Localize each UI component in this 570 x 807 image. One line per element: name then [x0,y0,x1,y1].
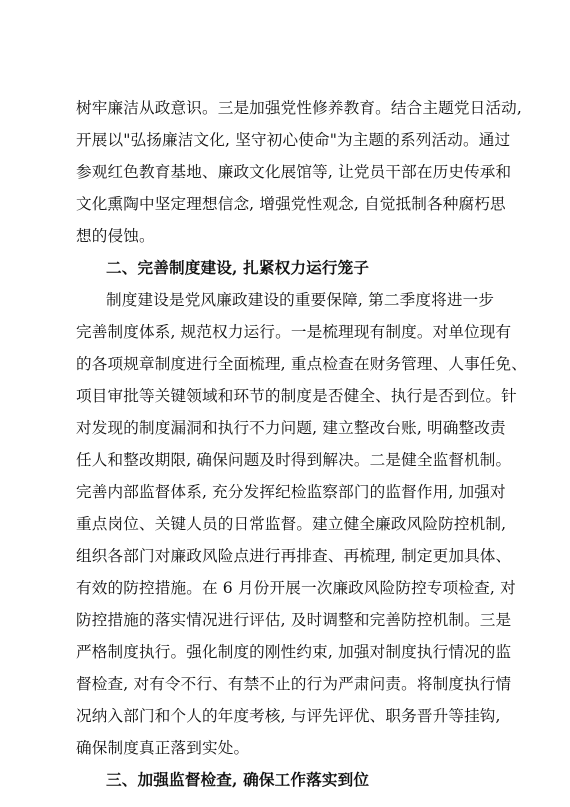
body-text-line: 完善内部监督体系, 充分发挥纪检监察部门的监督作用, 加强对 [76,483,506,501]
body-text-line: 完善制度体系, 规范权力运行。一是梳理现有制度。对单位现有 [76,323,512,341]
body-text-line: 制度建设是党风廉政建设的重要保障, 第二季度将进一步 [106,291,495,309]
body-text-line: 文化熏陶中坚定理想信念, 增强党性观念, 自觉抵制各种腐朽思 [76,195,506,213]
body-text-line: 树牢廉洁从政意识。三是加强党性修养教育。结合主题党日活动, [76,99,522,117]
body-text-line: 组织各部门对廉政风险点进行再排查、再梳理, 制定更加具体、 [76,547,512,565]
body-text-line: 况纳入部门和个人的年度考核, 与评先评优、职务晋升等挂钩, [76,707,501,725]
body-text-line: 严格制度执行。强化制度的刚性约束, 加强对制度执行情况的监 [76,643,512,661]
body-text-line: 确保制度真正落到实处。 [76,739,250,757]
body-text-line: 项目审批等关键领域和环节的制度是否健全、执行是否到位。针 [76,387,517,405]
section-heading-3: 三、加强监督检查, 确保工作落实到位 [106,770,370,789]
body-text-line: 有效的防控措施。在 6 月份开展一次廉政风险防控专项检查, 对 [76,579,516,597]
body-text-line: 任人和整改期限, 确保问题及时得到解决。二是健全监督机制。 [76,451,512,469]
body-text-line: 督检查, 对有令不行、有禁不止的行为严肃问责。将制度执行情 [76,675,512,693]
body-text-line: 参观红色教育基地、廉政文化展馆等, 让党员干部在历史传承和 [76,163,512,181]
body-text-line: 想的侵蚀。 [76,227,155,245]
section-heading-2: 二、完善制度建设, 扎紧权力运行笼子 [106,258,370,277]
body-text-line: 开展以"弘扬廉洁文化, 坚守初心使命"为主题的系列活动。通过 [76,131,511,149]
body-text-line: 防控措施的落实情况进行评估, 及时调整和完善防控机制。三是 [76,611,512,629]
body-text-line: 对发现的制度漏洞和执行不力问题, 建立整改台账, 明确整改责 [76,419,506,437]
body-text-line: 重点岗位、关键人员的日常监督。建立健全廉政风险防控机制, [76,515,507,533]
body-text-line: 的各项规章制度进行全面梳理, 重点检查在财务管理、人事任免、 [76,355,528,373]
